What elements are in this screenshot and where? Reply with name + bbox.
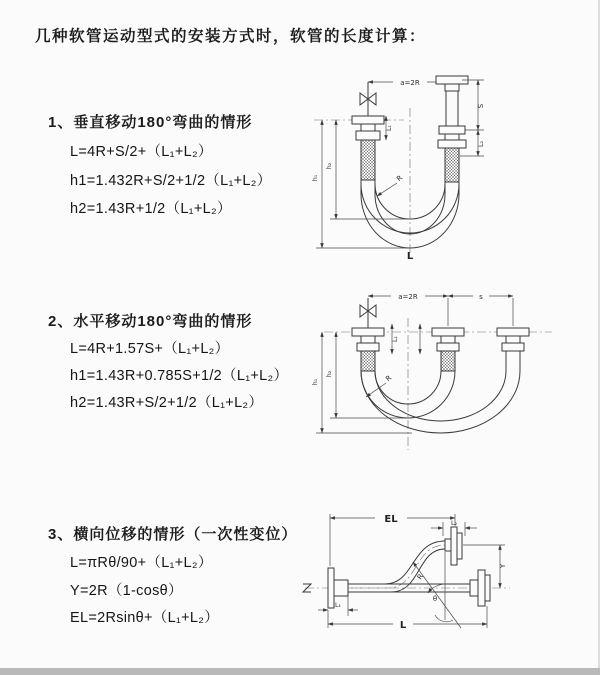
d2-hose [361,371,520,433]
d3-dim-l2-label: L₂ [450,520,458,527]
diagram-horizontal-180-bend [300,282,590,457]
d1-dim-l-label: L [406,251,414,261]
d1-dim-l2-label: L₂ [478,140,485,148]
diagram-vertical-180-bend [300,66,580,261]
d3-dim-theta-label: θ [432,595,438,603]
d3-dim-y-label: Y [499,563,507,569]
page-title: 几种软管运动型式的安装方式时，软管的长度计算： [35,28,427,45]
d3-dim-r-label: R [415,572,426,582]
section-1-formula-h1: h1=1.432R+S/2+1/2（L₁+L₂） [70,173,272,189]
section-1-heading: 1、垂直移动180°弯曲的情形 [48,114,253,131]
d2-dim-l1-label: L₁ [392,335,399,343]
d2-right-fitting [497,328,529,371]
d2-middle-fitting [432,328,464,371]
section-2-heading: 2、水平移动180°弯曲的情形 [48,313,253,330]
d1-left-braid [361,140,375,180]
diagram-lateral-displacement [295,498,600,653]
d2-dim-r-label: R [384,373,394,384]
d1-dim-h2-label: h₂ [326,162,333,170]
section-3-formula-Y: Y=2R（1-cosθ） [70,583,183,599]
d1-right-fitting [436,76,468,182]
d1-dim-s-label: S [477,103,485,109]
d2-dim-s-label: s [479,293,483,301]
scan-edge-bottom [0,668,600,675]
d1-dim-h1-label: h₁ [312,174,319,182]
d2-dim-h1-label: h₁ [312,378,319,386]
d1-right-braid [445,148,459,182]
d1-dim-l1-label: L₁ [386,124,393,132]
d2-middle-braid [441,351,455,371]
d3-right-lower-fitting [470,570,490,606]
d1-dim-a2r-label: a=2R [400,79,420,87]
d2-dim-h2-label: h₂ [326,370,333,378]
d1-dim-r-label: R [395,173,405,184]
section-2-formula-h2: h2=1.43R+S/2+1/2（L₁+L₂） [70,395,264,411]
d2-left-fitting [352,328,384,371]
section-3-heading: 3、横向位移的情形（一次性变位） [48,526,298,543]
d3-top-right-fitting [445,527,462,565]
section-1-formula-L: L=4R+S/2+（L₁+L₂） [70,144,213,160]
d3-dim-l-label: L [399,620,407,631]
d3-dim-el-label: EL [384,514,398,525]
section-2-formula-L: L=4R+1.57S+（L₁+L₂） [70,341,230,357]
section-3-formula-L: L=πRθ/90+（L₁+L₂） [70,555,213,571]
section-3-formula-EL: EL=2Rsinθ+（L₁+L₂） [70,610,220,626]
d3-dim-l1-label: L₁ [334,602,342,609]
d2-dim-a2r-label: a=2R [398,293,418,301]
d1-left-fitting [352,116,384,180]
d2-left-braid [361,351,375,371]
section-2-formula-h1: h1=1.43R+0.785S+1/2（L₁+L₂） [70,368,289,384]
section-1-formula-h2: h2=1.43R+1/2（L₁+L₂） [70,201,232,217]
